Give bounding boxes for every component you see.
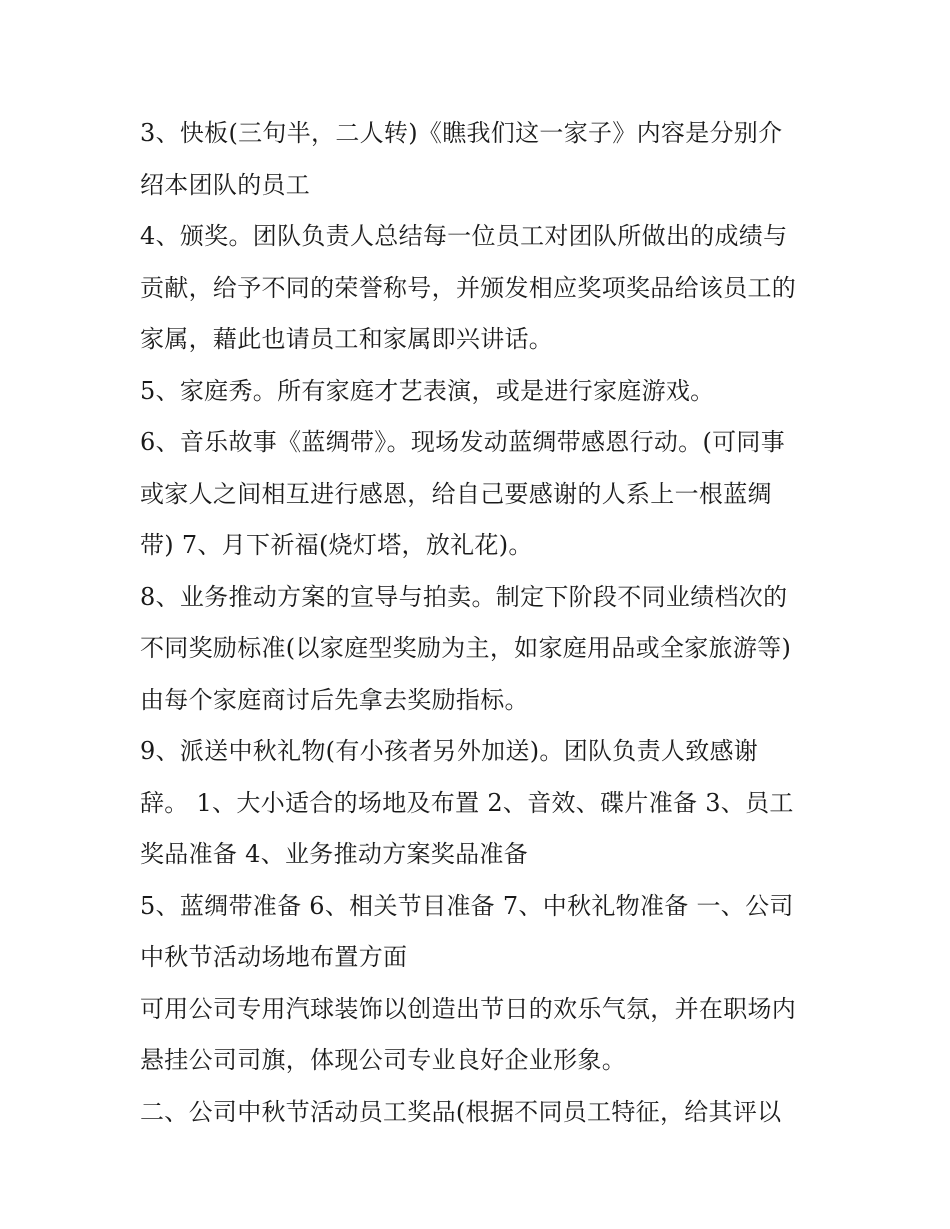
text-line: 带) 7、月下祈福(烧灯塔，放礼花)。	[140, 531, 533, 559]
text-line: 3、快板(三句半，二人转)《瞧我们这一家子》内容是分别介	[140, 119, 783, 147]
text-line: 家属，藉此也请员工和家属即兴讲话。	[140, 325, 554, 353]
text-line: 或家人之间相互进行感恩，给自己要感谢的人系上一根蓝绸	[140, 479, 772, 508]
text-line: 奖品准备 4、业务推动方案奖品准备	[140, 840, 528, 868]
text-line: 辞。 1、大小适合的场地及布置 2、音效、碟片准备 3、员工	[140, 788, 794, 817]
text-line: 二、公司中秋节活动员工奖品(根据不同员工特征，给其评以	[140, 1097, 782, 1126]
text-line: 4、颁奖。团队负责人总结每一位员工对团队所做出的成绩与	[140, 222, 788, 250]
text-line: 绍本团队的员工	[140, 170, 311, 199]
text-line: 由每个家庭商讨后先拿去奖励指标。	[140, 685, 529, 714]
text-line: 可用公司专用汽球装饰以创造出节日的欢乐气氛，并在职场内	[140, 994, 797, 1023]
text-line: 不同奖励标准(以家庭型奖励为主，如家庭用品或全家旅游等)	[140, 634, 792, 662]
document-body	[140, 108, 830, 1138]
text-line: 8、业务推动方案的宣导与拍卖。制定下阶段不同业绩档次的	[140, 582, 788, 611]
text-line: 9、派送中秋礼物(有小孩者另外加送)。团队负责人致感谢	[140, 737, 759, 765]
text-line: 贡献，给予不同的荣誉称号，并颁发相应奖项奖品给该员工的	[140, 273, 797, 302]
text-line: 6、音乐故事《蓝绸带》。现场发动蓝绸带感恩行动。(可同事	[140, 428, 786, 456]
text-line: 悬挂公司司旗，体现公司专业良好企业形象。	[140, 1046, 626, 1074]
text-line: 中秋节活动场地布置方面	[140, 943, 408, 971]
text-line: 5、家庭秀。所有家庭才艺表演，或是进行家庭游戏。	[140, 376, 715, 405]
text-line: 5、蓝绸带准备 6、相关节目准备 7、中秋礼物准备 一、公司	[140, 891, 794, 920]
